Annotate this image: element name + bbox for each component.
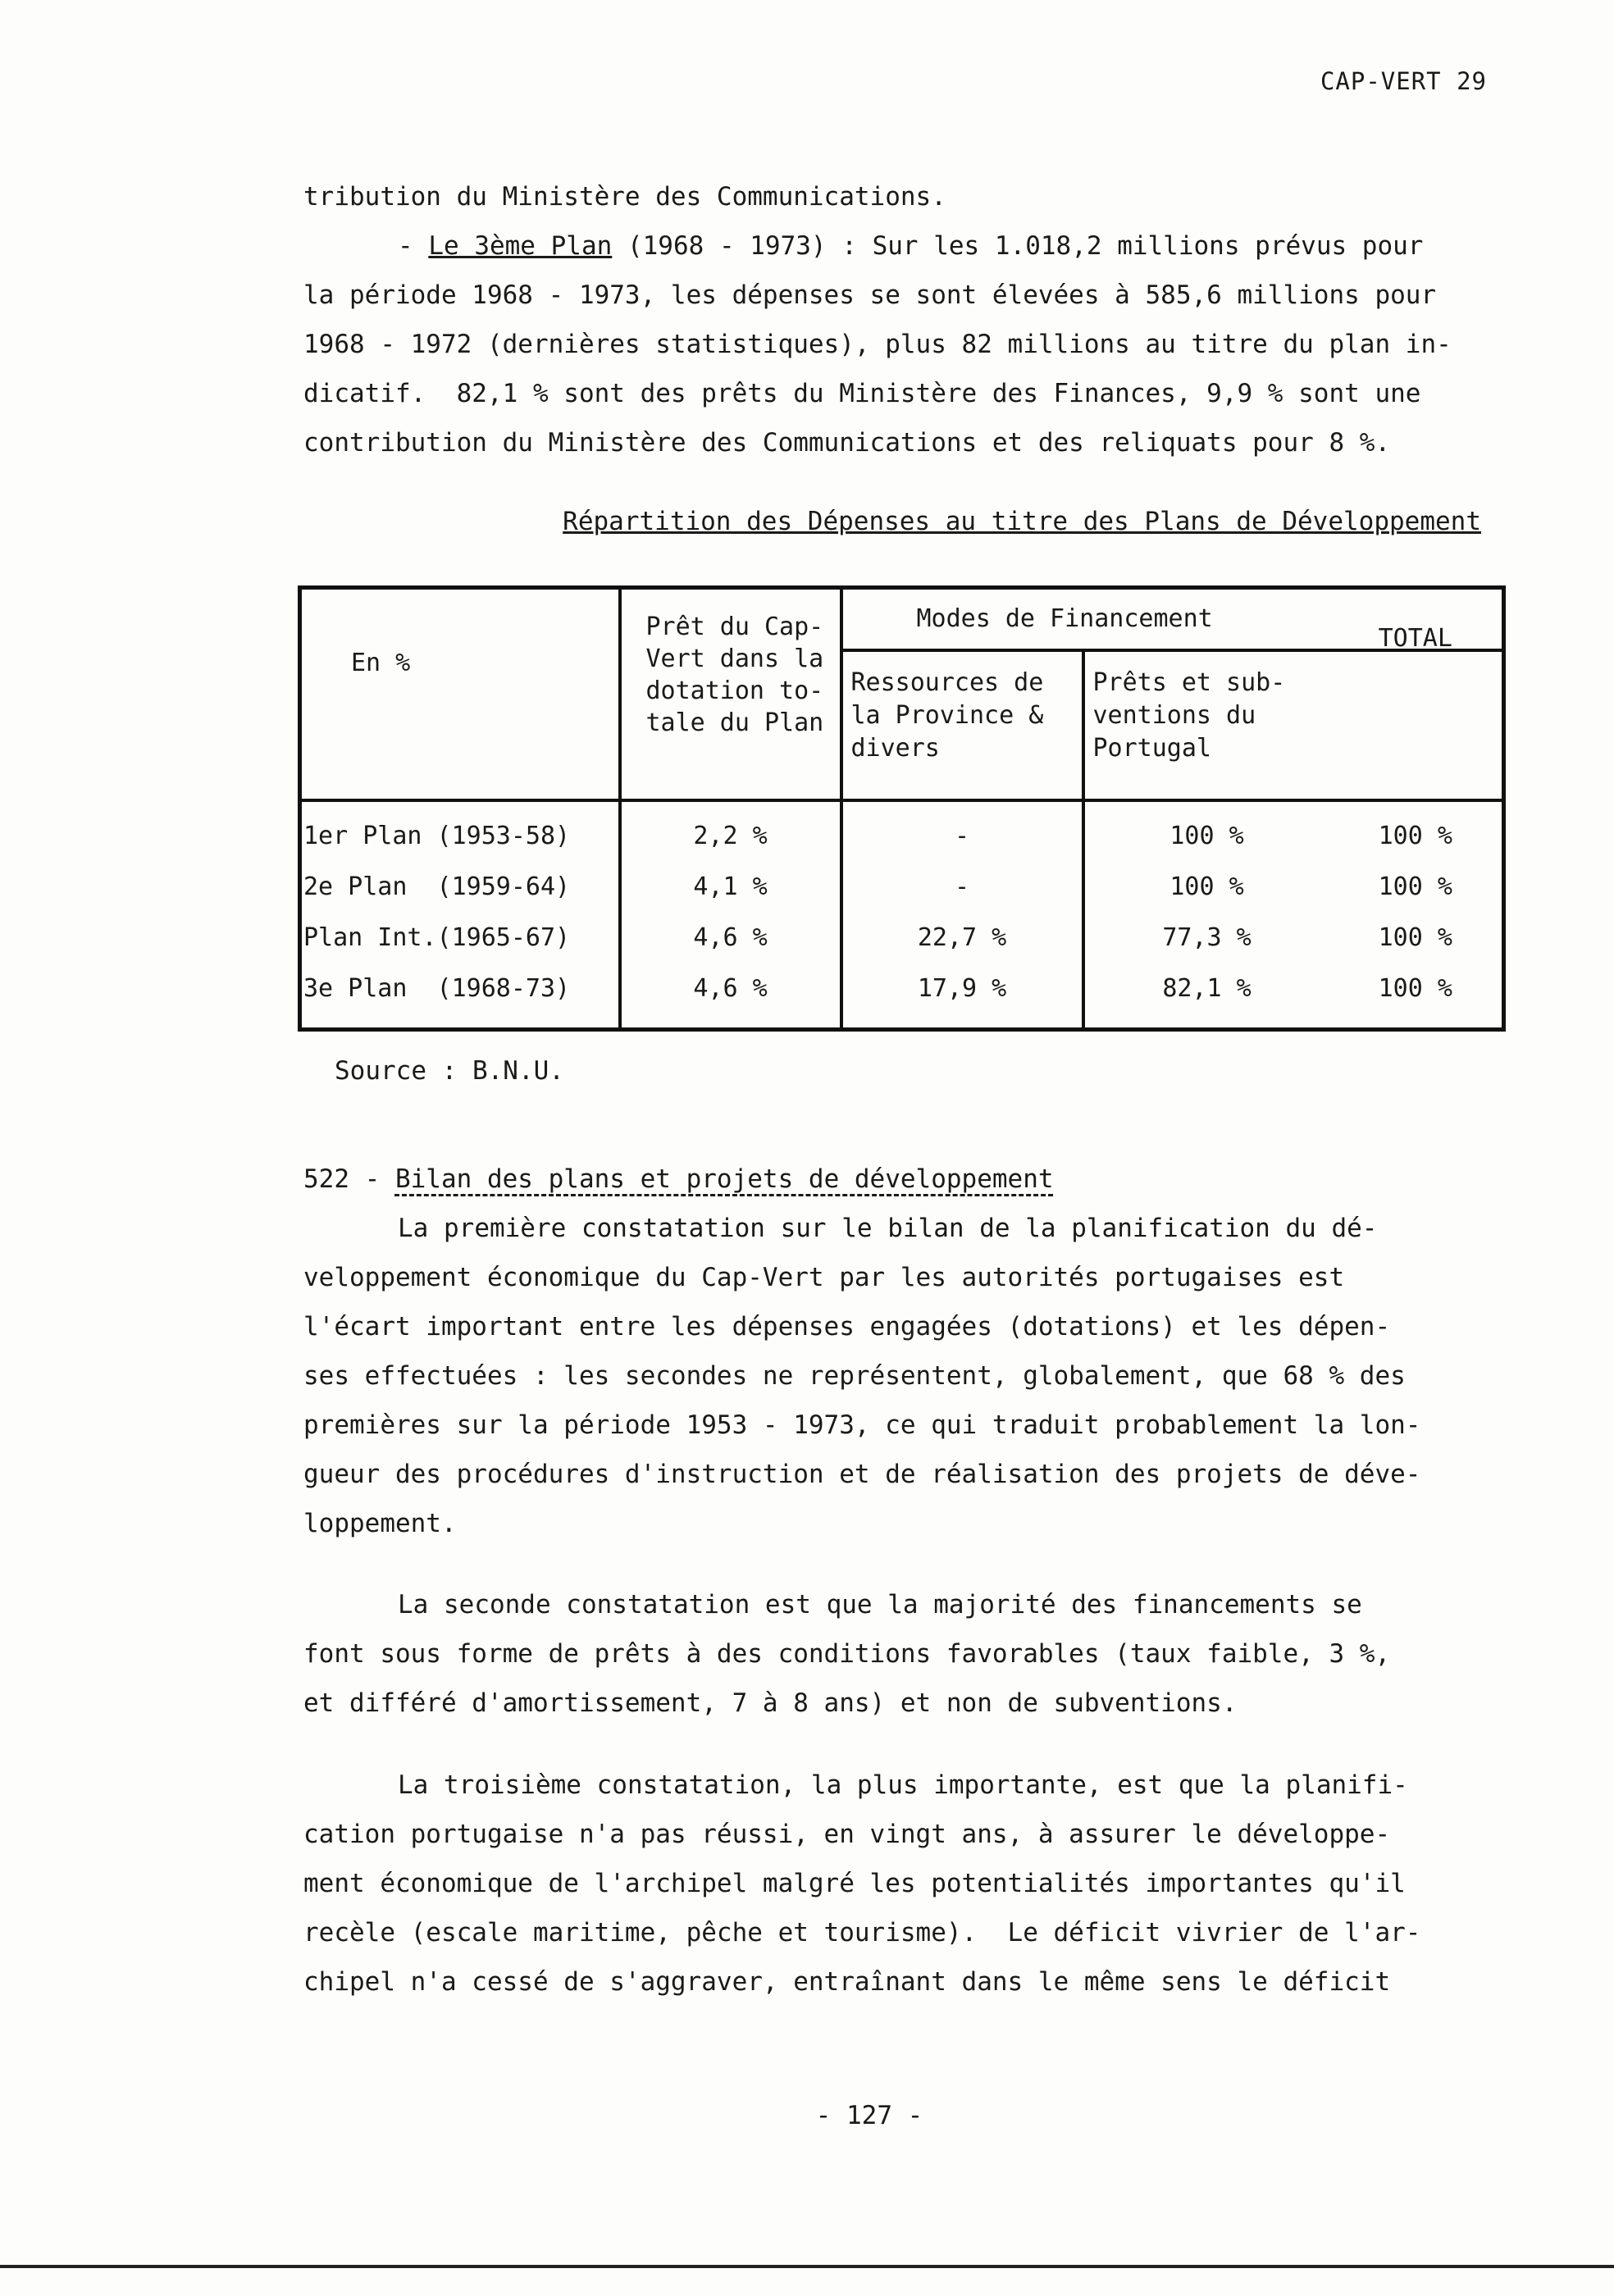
table-row	[300, 963, 1504, 1014]
header-pret-line: Prêt du Cap-	[645, 613, 824, 641]
para-line: premières sur la période 1953 - 1973, ce qui traduit probablement la lon-	[303, 1410, 1421, 1440]
cell-ressources: 22,7 %	[841, 913, 1083, 963]
header-prets	[1083, 650, 1329, 800]
table-source: Source : B.N.U.	[335, 1056, 564, 1086]
header-ressources-line: la Province &	[850, 701, 1044, 730]
cell-total: 100 %	[1378, 923, 1452, 952]
para-line: veloppement économique du Cap-Vert par les autorités portugaises est	[303, 1263, 1345, 1292]
table-title	[0, 507, 1481, 536]
intro-line: la période 1968 - 1973, les dépenses se sont élevées à 585,6 millions pour	[303, 280, 1437, 310]
table-title-text: Répartition des Dépenses au titre des Plans de Développement	[563, 507, 1481, 536]
header-pret-line: tale du Plan	[645, 708, 824, 737]
cell-ressources: -	[841, 862, 1083, 913]
header-total-label: TOTAL	[1378, 624, 1452, 653]
intro-line: 1968 - 1972 (dernières statistiques), plus 82 millions au titre du plan in-	[303, 330, 1452, 359]
intro-line: tribution du Ministère des Communications.	[303, 182, 946, 212]
cell-total: 100 %	[1378, 974, 1452, 1003]
header-ressources	[841, 650, 1083, 800]
financing-table	[298, 585, 1506, 1032]
table-row	[300, 913, 1504, 963]
para-line: La seconde constatation est que la majorité des financements se	[398, 1590, 1362, 1620]
para-line: cation portugaise n'a pas réussi, en vingt ans, à assurer le développe-	[303, 1820, 1391, 1849]
intro-line: dicatif. 82,1 % sont des prêts du Ministère des Finances, 9,9 % sont une	[303, 379, 1421, 408]
table-header-row	[300, 588, 1504, 651]
section-number: 522 -	[303, 1164, 395, 1194]
cell-prets: 77,3 %	[1162, 923, 1252, 952]
section-heading: Bilan des plans et projets de développement	[394, 1164, 1054, 1194]
cell-plan: 3e Plan (1968-73)	[300, 963, 620, 1014]
running-header: CAP-VERT 29	[1320, 67, 1487, 95]
cell-pret: 4,6 %	[620, 913, 841, 963]
header-prets-line: Portugal	[1092, 734, 1211, 763]
header-prets-line: ventions du	[1092, 701, 1256, 730]
para-line: chipel n'a cessé de s'aggraver, entraînant dans le même sens le déficit	[303, 1967, 1391, 1997]
header-pret-line: Vert dans la	[645, 645, 824, 673]
para-line: La troisième constatation, la plus importante, est que la planifi-	[398, 1770, 1408, 1800]
table-bottom-padding	[300, 1014, 1504, 1030]
plan3-dash: -	[398, 231, 429, 261]
intro-block	[303, 172, 1509, 467]
para-line: recèle (escale maritime, pêche et tourisme). Le déficit vivrier de l'ar-	[303, 1918, 1421, 1947]
page-number: - 127 -	[815, 2101, 923, 2130]
cell-prets: 82,1 %	[1162, 974, 1252, 1003]
cell-prets: 100 %	[1169, 822, 1244, 850]
header-modes: Modes de Financement	[841, 588, 1504, 651]
para-line: et différé d'amortissement, 7 à 8 ans) et non de subventions.	[303, 1688, 1238, 1718]
header-ressources-line: divers	[850, 734, 940, 763]
cell-ressources: -	[841, 800, 1083, 862]
table-row	[300, 862, 1504, 913]
cell-plan: 1er Plan (1953-58)	[300, 800, 620, 862]
cell-plan: 2e Plan (1959-64)	[300, 862, 620, 913]
bottom-rule	[0, 2265, 1614, 2268]
cell-ressources: 17,9 %	[841, 963, 1083, 1014]
para-line: ment économique de l'archipel malgré les potentialités importantes qu'il	[303, 1869, 1406, 1898]
header-ressources-line: Ressources de	[850, 668, 1044, 697]
para-line: l'écart important entre les dépenses engagées (dotations) et les dépen-	[303, 1312, 1391, 1342]
section-522	[303, 1155, 1509, 2007]
cell-total: 100 %	[1378, 822, 1452, 850]
cell-plan: Plan Int.(1965-67)	[300, 913, 620, 963]
para-line: gueur des procédures d'instruction et de réalisation des projets de déve-	[303, 1460, 1421, 1489]
cell-pret: 2,2 %	[620, 800, 841, 862]
cell-prets: 100 %	[1169, 872, 1244, 901]
cell-pret: 4,6 %	[620, 963, 841, 1014]
plan3-rest: (1968 - 1973) : Sur les 1.018,2 millions prévus pour	[612, 231, 1424, 261]
header-pret-line: dotation to-	[645, 676, 824, 705]
para-line: La première constatation sur le bilan de la planification du dé-	[398, 1214, 1378, 1243]
header-total	[1329, 624, 1504, 800]
plan3-label: Le 3ème Plan	[428, 231, 613, 261]
para-line: ses effectuées : les secondes ne représentent, globalement, que 68 % des	[303, 1361, 1406, 1391]
para-line: loppement.	[303, 1509, 457, 1538]
cell-pret: 4,1 %	[620, 862, 841, 913]
intro-line: contribution du Ministère des Communications et des reliquats pour 8 %.	[303, 428, 1391, 458]
header-prets-line: Prêts et sub-	[1092, 668, 1286, 697]
table-row	[300, 800, 1504, 862]
para-line: font sous forme de prêts à des conditions favorables (taux faible, 3 %,	[303, 1639, 1391, 1669]
header-en: En %	[300, 588, 620, 801]
plan3-line	[303, 221, 1509, 271]
header-pret	[620, 588, 841, 801]
cell-total: 100 %	[1378, 872, 1452, 901]
